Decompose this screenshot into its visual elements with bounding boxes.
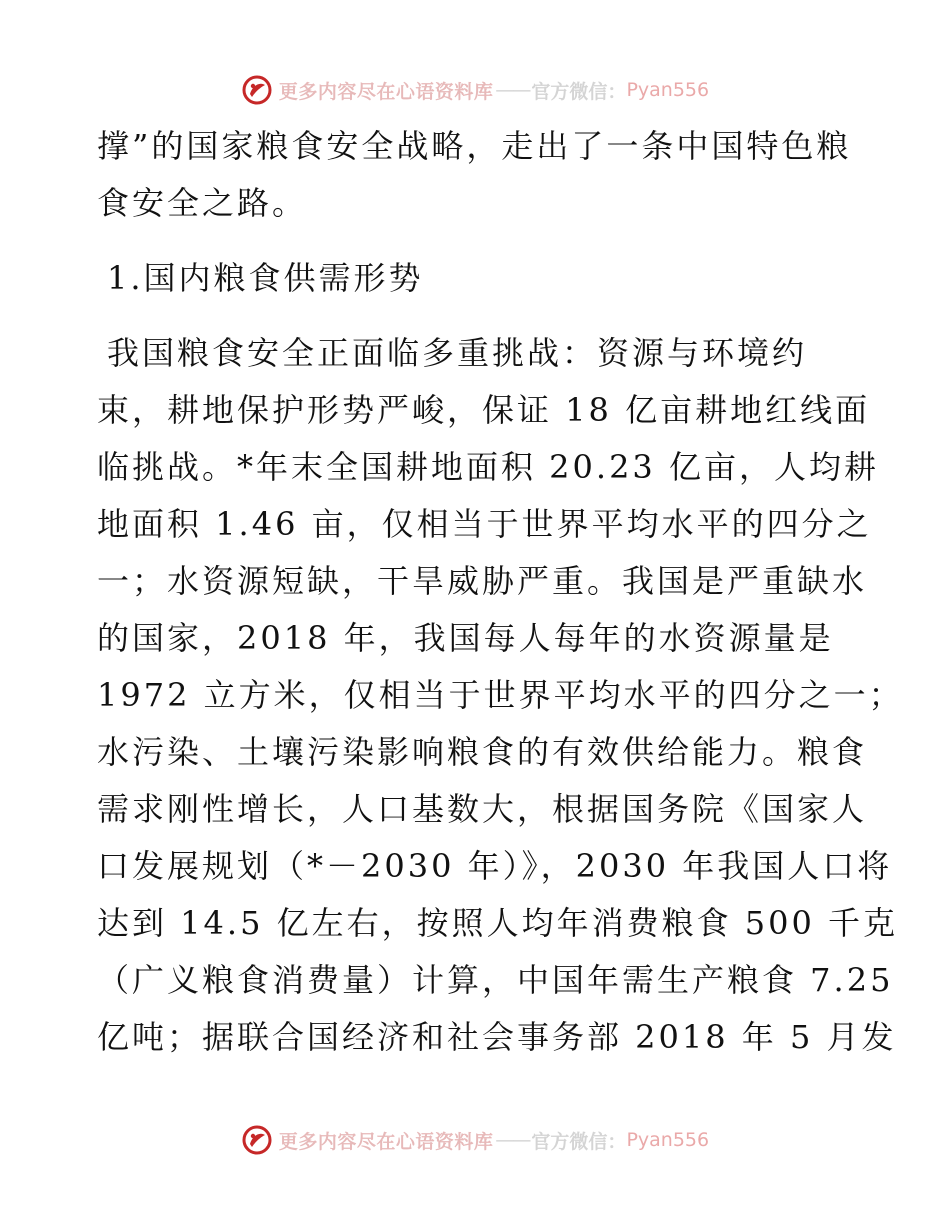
- text-line: 需求刚性增长，人口基数大，根据国务院《国家人: [97, 790, 868, 828]
- logo-icon: [241, 74, 273, 106]
- text-line: （广义粮食消费量）计算，中国年需生产粮食 7.25: [97, 961, 894, 999]
- text-line: 食安全之路。: [97, 184, 308, 222]
- text-line: 一；水资源短缺，干旱威胁严重。我国是严重缺水: [97, 562, 868, 600]
- banner-official-label: 官方微信：: [531, 80, 627, 103]
- text-line: 1972 立方米，仅相当于世界平均水平的四分之一；: [97, 676, 904, 714]
- header-watermark: [0, 70, 950, 110]
- document-body: [97, 118, 904, 1066]
- text-line: 我国粮食安全正面临多重挑战：资源与环境约: [107, 334, 808, 372]
- text-line: 撑”的国家粮食安全战略，走出了一条中国特色粮: [97, 127, 852, 165]
- banner-dash: ——: [495, 79, 530, 101]
- banner-official-label: 官方微信：: [531, 1130, 627, 1153]
- text-line: 的国家，2018 年，我国每人每年的水资源量是: [97, 619, 834, 657]
- section-heading: 1.国内粮食供需形势: [107, 259, 424, 297]
- text-line: 达到 14.5 亿左右，按照人均年消费粮食 500 千克: [97, 904, 899, 942]
- banner-wechat-id: Pyan556: [626, 1129, 710, 1151]
- text-line: 亿吨；据联合国经济和社会事务部 2018 年 5 月发: [97, 1018, 897, 1056]
- text-line: 口发展规划（*－2030 年）》，2030 年我国人口将: [97, 847, 893, 885]
- banner-text: 更多内容尽在心语资料库: [278, 80, 494, 103]
- text-line: 地面积 1.46 亩，仅相当于世界平均水平的四分之: [97, 505, 872, 543]
- banner-text: 更多内容尽在心语资料库: [278, 1130, 494, 1153]
- logo-icon: [241, 1124, 273, 1156]
- text-line: 水污染、土壤污染影响粮食的有效供给能力。粮食: [97, 733, 868, 771]
- text-line: 束，耕地保护形势严峻，保证 18 亿亩耕地红线面: [97, 391, 871, 429]
- text-line: 临挑战。*年末全国耕地面积 20.23 亿亩，人均耕: [97, 448, 879, 486]
- banner-wechat-id: Pyan556: [626, 79, 710, 101]
- footer-watermark: [0, 1120, 950, 1160]
- banner-dash: ——: [495, 1129, 530, 1151]
